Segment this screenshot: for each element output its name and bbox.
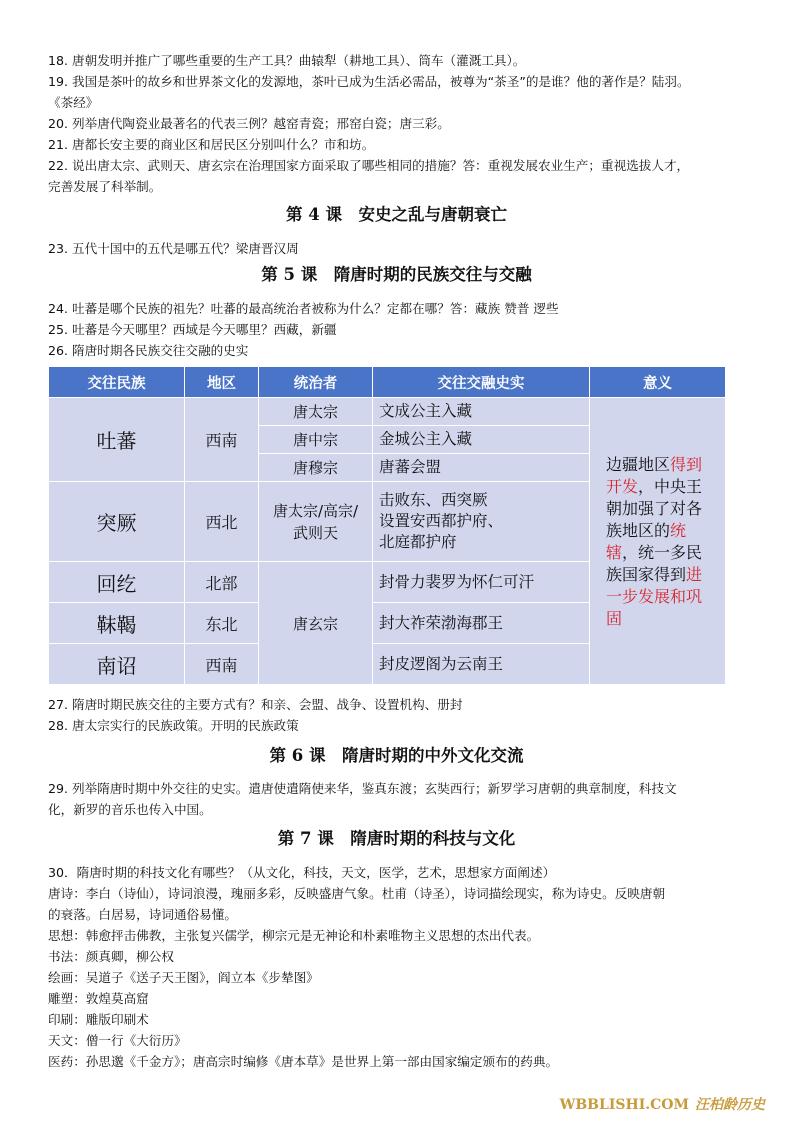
event-line: 北庭都护府 — [379, 533, 457, 551]
ruler-cell: 唐穆宗 — [259, 454, 373, 482]
meaning-text: 边疆地区 — [606, 455, 671, 474]
meaning-highlight: 统辖 — [606, 521, 687, 562]
qa-line-21: 21. 唐都长安主要的商业区和居民区分别叫什么？市和坊。 — [48, 137, 375, 152]
ethnic-cell: 吐蕃 — [49, 398, 185, 482]
event-cell: 唐蕃会盟 — [373, 454, 590, 482]
calligraphy-line: 书法：颜真卿，柳公权 — [48, 949, 174, 964]
lesson-7-heading: 第 7 课 隋唐时期的科技与文化 — [277, 829, 516, 848]
region-cell: 西南 — [185, 398, 259, 482]
meaning-highlight: 进一步发展和巩固 — [606, 565, 703, 628]
region-cell: 西北 — [185, 482, 259, 562]
event-line: 击败东、西突厥 — [379, 491, 488, 509]
column-header: 交往民族 — [49, 367, 185, 398]
region-cell: 北部 — [185, 562, 259, 603]
region-cell: 东北 — [185, 603, 259, 644]
column-header: 意义 — [590, 367, 726, 398]
event-line: 设置安西都护府、 — [379, 512, 504, 530]
event-cell: 文成公主入藏 — [373, 398, 590, 426]
qa-line-26: 26. 隋唐时期各民族交往交融的史实 — [48, 343, 249, 358]
ethnic-cell: 靺鞨 — [49, 603, 185, 644]
ethnic-cell: 南诏 — [49, 644, 185, 685]
qa-line-19: 19. 我国是茶叶的故乡和世界茶文化的发源地，茶叶已成为生活必需品，被尊为“茶圣”的是谁？他的著作是？陆羽。 — [48, 74, 690, 89]
lesson-4-heading: 第 4 课 安史之乱与唐朝衰亡 — [286, 205, 507, 224]
qa-line-20: 20. 列举唐代陶瓷业最著名的代表三例？越窑青瓷；邢窑白瓷；唐三彩。 — [48, 116, 450, 131]
ruler-cell — [259, 482, 373, 562]
ruler-text: 唐太宗/高宗/武则天 — [272, 501, 359, 542]
event-cell: 封皮逻阁为云南王 — [373, 644, 590, 685]
tang-poetry-line: 唐诗：李白（诗仙），诗词浪漫，瑰丽多彩，反映盛唐气象。杜甫（诗圣），诗词描绘现实，称为诗史。反映唐朝 — [48, 886, 666, 901]
qa-line-19-cont: 《茶经》 — [48, 95, 99, 110]
table-header-row — [49, 367, 726, 398]
qa-line-30: 30．隋唐时期的科技文化有哪些？（从文化，科技，天文，医学，艺术，思想家方面阐述） — [48, 865, 556, 880]
watermark-script: 汪柏龄历史 — [695, 1097, 765, 1113]
table-row — [49, 398, 726, 426]
column-header: 地区 — [185, 367, 259, 398]
ethnic-relations-table — [48, 366, 726, 685]
qa-line-22-cont: 完善发展了科举制。 — [48, 179, 162, 194]
thought-line: 思想：韩愈抨击佛教，主张复兴儒学，柳宗元是无神论和朴素唯物主义思想的杰出代表。 — [48, 928, 540, 943]
qa-line-27: 27. 隋唐时期民族交往的主要方式有？和亲、会盟、战争、设置机构、册封 — [48, 697, 463, 712]
ethnic-cell: 突厥 — [49, 482, 185, 562]
sculpture-line: 雕塑：敦煌莫高窟 — [48, 991, 149, 1006]
event-cell: 封骨力裴罗为怀仁可汗 — [373, 562, 590, 603]
qa-line-22: 22. 说出唐太宗、武则天、唐玄宗在治理国家方面采取了哪些相同的措施？答：重视发展农业生产；重视选拔人才， — [48, 158, 690, 173]
meaning-highlight: 得到开发 — [606, 455, 703, 496]
event-cell: 金城公主入藏 — [373, 426, 590, 454]
ethnic-cell: 回纥 — [49, 562, 185, 603]
lesson-5-heading: 第 5 课 隋唐时期的民族交往与交融 — [261, 265, 532, 284]
medicine-line: 医药：孙思邈《千金方》；唐高宗时编修《唐本草》是世界上第一部由国家编定颁布的药典。 — [48, 1054, 559, 1069]
region-cell: 西南 — [185, 644, 259, 685]
meaning-cell — [590, 398, 726, 685]
tang-poetry-line-cont: 的衰落。白居易，诗词通俗易懂。 — [48, 907, 237, 922]
ruler-cell: 唐玄宗 — [259, 562, 373, 685]
event-cell: 封大祚荣渤海郡王 — [373, 603, 590, 644]
qa-line-28: 28. 唐太宗实行的民族政策。开明的民族政策 — [48, 718, 299, 733]
meaning-text: ，中央王朝加强了对各族地区的 — [606, 477, 703, 540]
lesson-6-heading: 第 6 课 隋唐时期的中外文化交流 — [269, 746, 524, 765]
painting-line: 绘画：吴道子《送子天王图》，阎立本《步辇图》 — [48, 970, 319, 985]
ruler-cell: 唐太宗 — [259, 398, 373, 426]
astronomy-line: 天文：僧一行《大衍历》 — [48, 1033, 187, 1048]
qa-line-24: 24. 吐蕃是哪个民族的祖先？吐蕃的最高统治者被称为什么？定都在哪？答：藏族 赞普 逻些 — [48, 301, 559, 316]
ruler-cell: 唐中宗 — [259, 426, 373, 454]
qa-line-29-cont: 化，新罗的音乐也传入中国。 — [48, 802, 212, 817]
qa-line-29: 29. 列举隋唐时期中外交往的史实。遣唐使遣隋使来华，鉴真东渡；玄奘西行；新罗学习唐朝的典章制度，科技文 — [48, 781, 677, 796]
column-header: 交往交融史实 — [373, 367, 590, 398]
site-watermark — [560, 1094, 765, 1114]
event-cell — [373, 482, 590, 562]
column-header: 统治者 — [259, 367, 373, 398]
qa-line-18: 18. 唐朝发明并推广了哪些重要的生产工具？曲辕犁（耕地工具）、筒车（灌溉工具）。 — [48, 53, 526, 68]
printing-line: 印刷：雕版印刷术 — [48, 1012, 149, 1027]
meaning-text: ，统一多民族国家得到 — [606, 543, 703, 584]
qa-line-25: 25. 吐蕃是今天哪里？西域是今天哪里？西藏，新疆 — [48, 322, 337, 337]
watermark-site: WBBLISHI.COM — [559, 1097, 689, 1113]
qa-line-23: 23. 五代十国中的五代是哪五代？梁唐晋汉周 — [48, 241, 299, 256]
